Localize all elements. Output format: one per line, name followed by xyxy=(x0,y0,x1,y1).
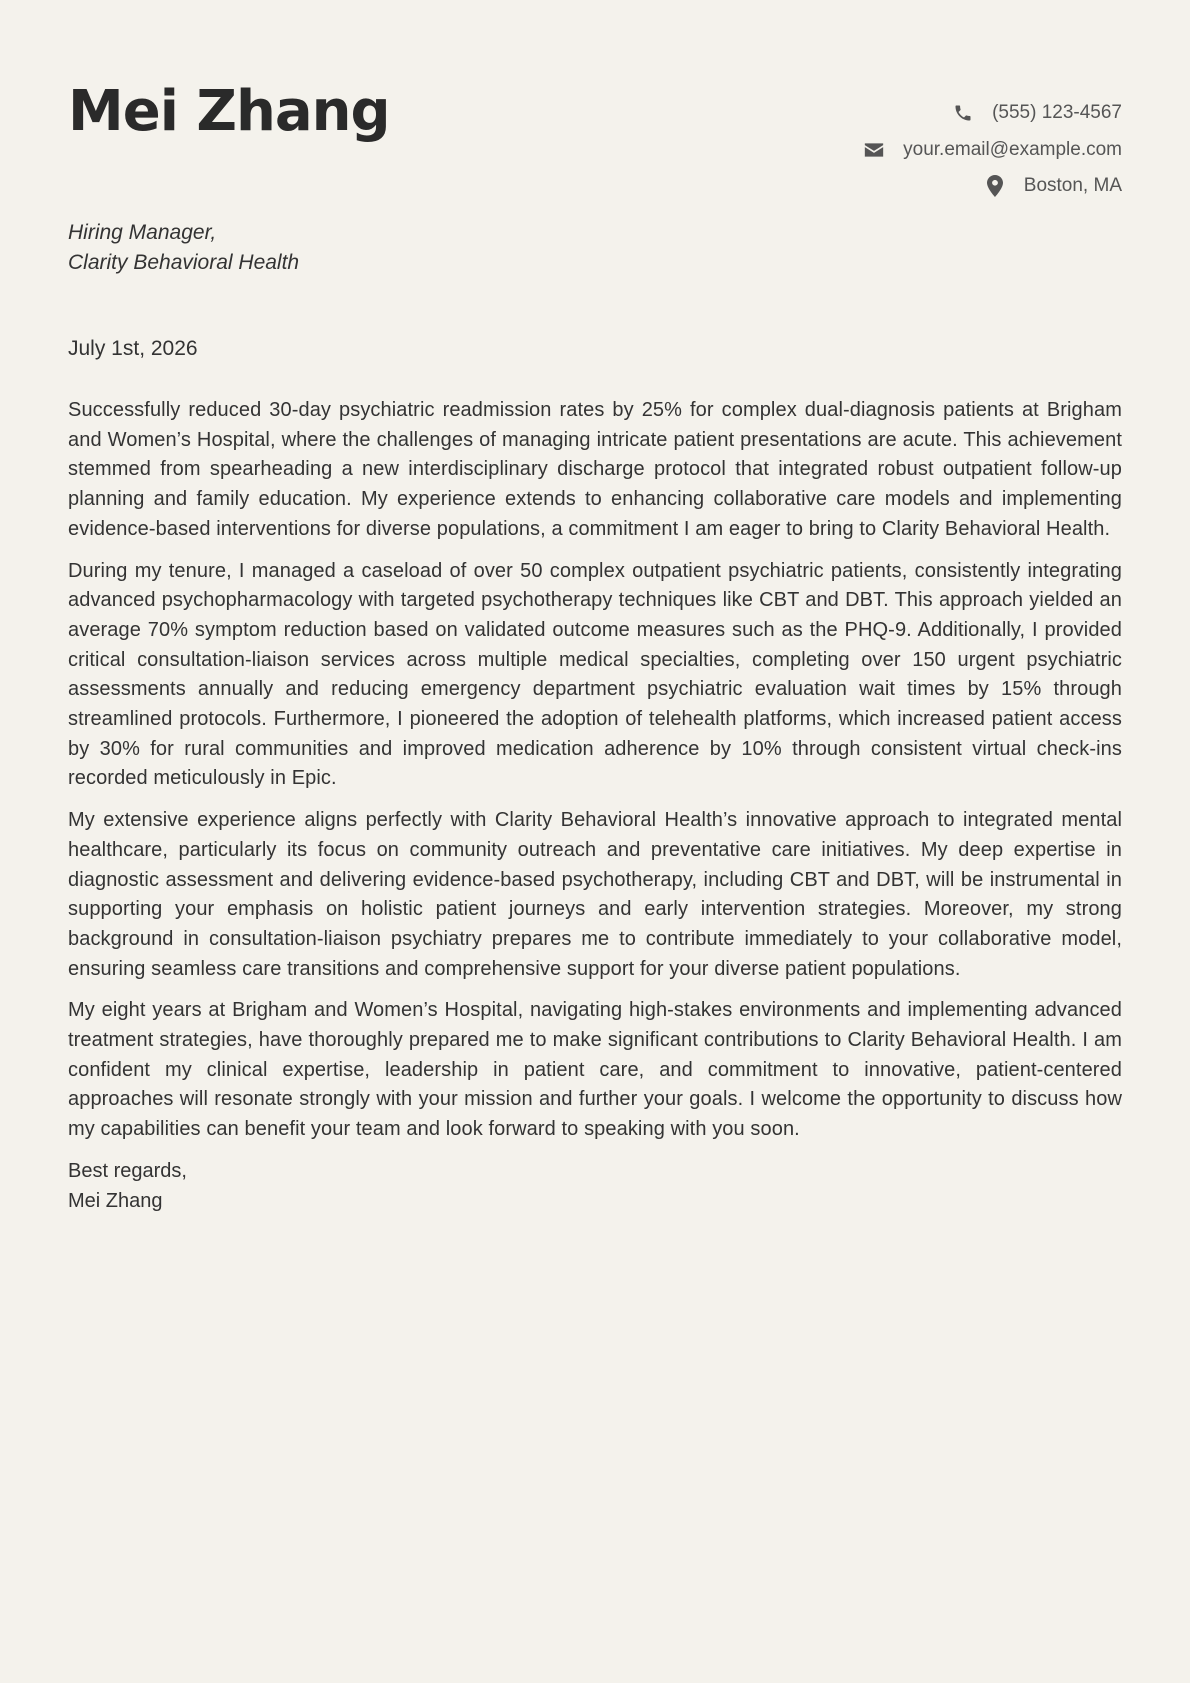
body-paragraph: During my tenure, I managed a caseload of over 50 complex outpatient psychiatric patients, consistently integrating advanced psychopharmacology with targeted psychotherapy techniques like CBT and DBT. This approach yielded an average 70% symptom reduction based on validated outcome measures such as the PHQ-9. Additionally, I provided critical consultation-liaison services across multiple medical specialties, completing over 150 urgent psychiatric assessments annually and reducing emergency department psychiatric evaluation wait times by 15% through streamlined protocols. Furthermore, I pioneered the adoption of telehealth platforms, which increased patient access by 30% for rural communities and improved medication adherence by 10% through consistent virtual check-ins recorded meticulously in Epic. xyxy=(68,559,1122,790)
location-text: Boston, MA xyxy=(1023,175,1122,197)
recipient-organization: Clarity Behavioral Health xyxy=(68,251,300,274)
recipient-block xyxy=(68,218,299,278)
email-address: your.email@example.com xyxy=(903,138,1122,160)
closing-signature: Mei Zhang xyxy=(68,1189,163,1212)
contact-email xyxy=(863,132,1122,169)
contact-phone xyxy=(863,95,1122,132)
body-paragraph: Successfully reduced 30-day psychiatric readmission rates by 25% for complex dual-diagnosis patients at Brigham and Women’s Hospital, where the challenges of managing intricate patient presentations are acute. This achievement stemmed from spearheading a new interdisciplinary discharge protocol that integrated robust outpatient follow-up planning and family education. My experience extends to enhancing collaborative care models and implementing evidence-based interventions for diverse populations, a commitment I am eager to bring to Clarity Behavioral Health. xyxy=(68,399,1122,540)
cover-letter-page xyxy=(68,0,1122,1683)
letter-body xyxy=(68,396,1122,1216)
contact-location xyxy=(863,168,1122,205)
closing-block xyxy=(68,1157,1122,1216)
envelope-icon xyxy=(863,139,885,161)
letter-date: July 1st, 2026 xyxy=(68,337,198,360)
phone-icon xyxy=(952,102,974,124)
recipient-title: Hiring Manager, xyxy=(68,221,217,244)
closing-salutation: Best regards, xyxy=(68,1159,187,1182)
phone-number: (555) 123-4567 xyxy=(992,102,1122,124)
map-pin-icon xyxy=(984,175,1006,197)
body-paragraph: My eight years at Brigham and Women’s Hospital, navigating high-stakes environments and implementing advanced treatment strategies, have thoroughly prepared me to make significant contributions to Clarity Behavioral Health. I am confident my clinical expertise, leadership in patient care, and commitment to innovative, patient-centered approaches will resonate strongly with your mission and further your goals. I welcome the opportunity to discuss how my capabilities can benefit your team and look forward to speaking with you soon. xyxy=(68,999,1122,1141)
sender-name: Mei Zhang xyxy=(68,79,390,144)
contact-info xyxy=(863,95,1122,205)
letter-header xyxy=(68,0,1122,200)
body-paragraph: My extensive experience aligns perfectly with Clarity Behavioral Health’s innovative approach to integrated mental healthcare, particularly its focus on community outreach and preventative care initiatives. My deep expertise in diagnostic assessment and delivering evidence-based psychotherapy, including CBT and DBT, will be instrumental in supporting your emphasis on holistic patient journeys and early intervention strategies. Moreover, my strong background in consultation-liaison psychiatry prepares me to contribute immediately to your collaborative model, ensuring seamless care transitions and comprehensive support for your diverse patient populations. xyxy=(68,809,1122,980)
